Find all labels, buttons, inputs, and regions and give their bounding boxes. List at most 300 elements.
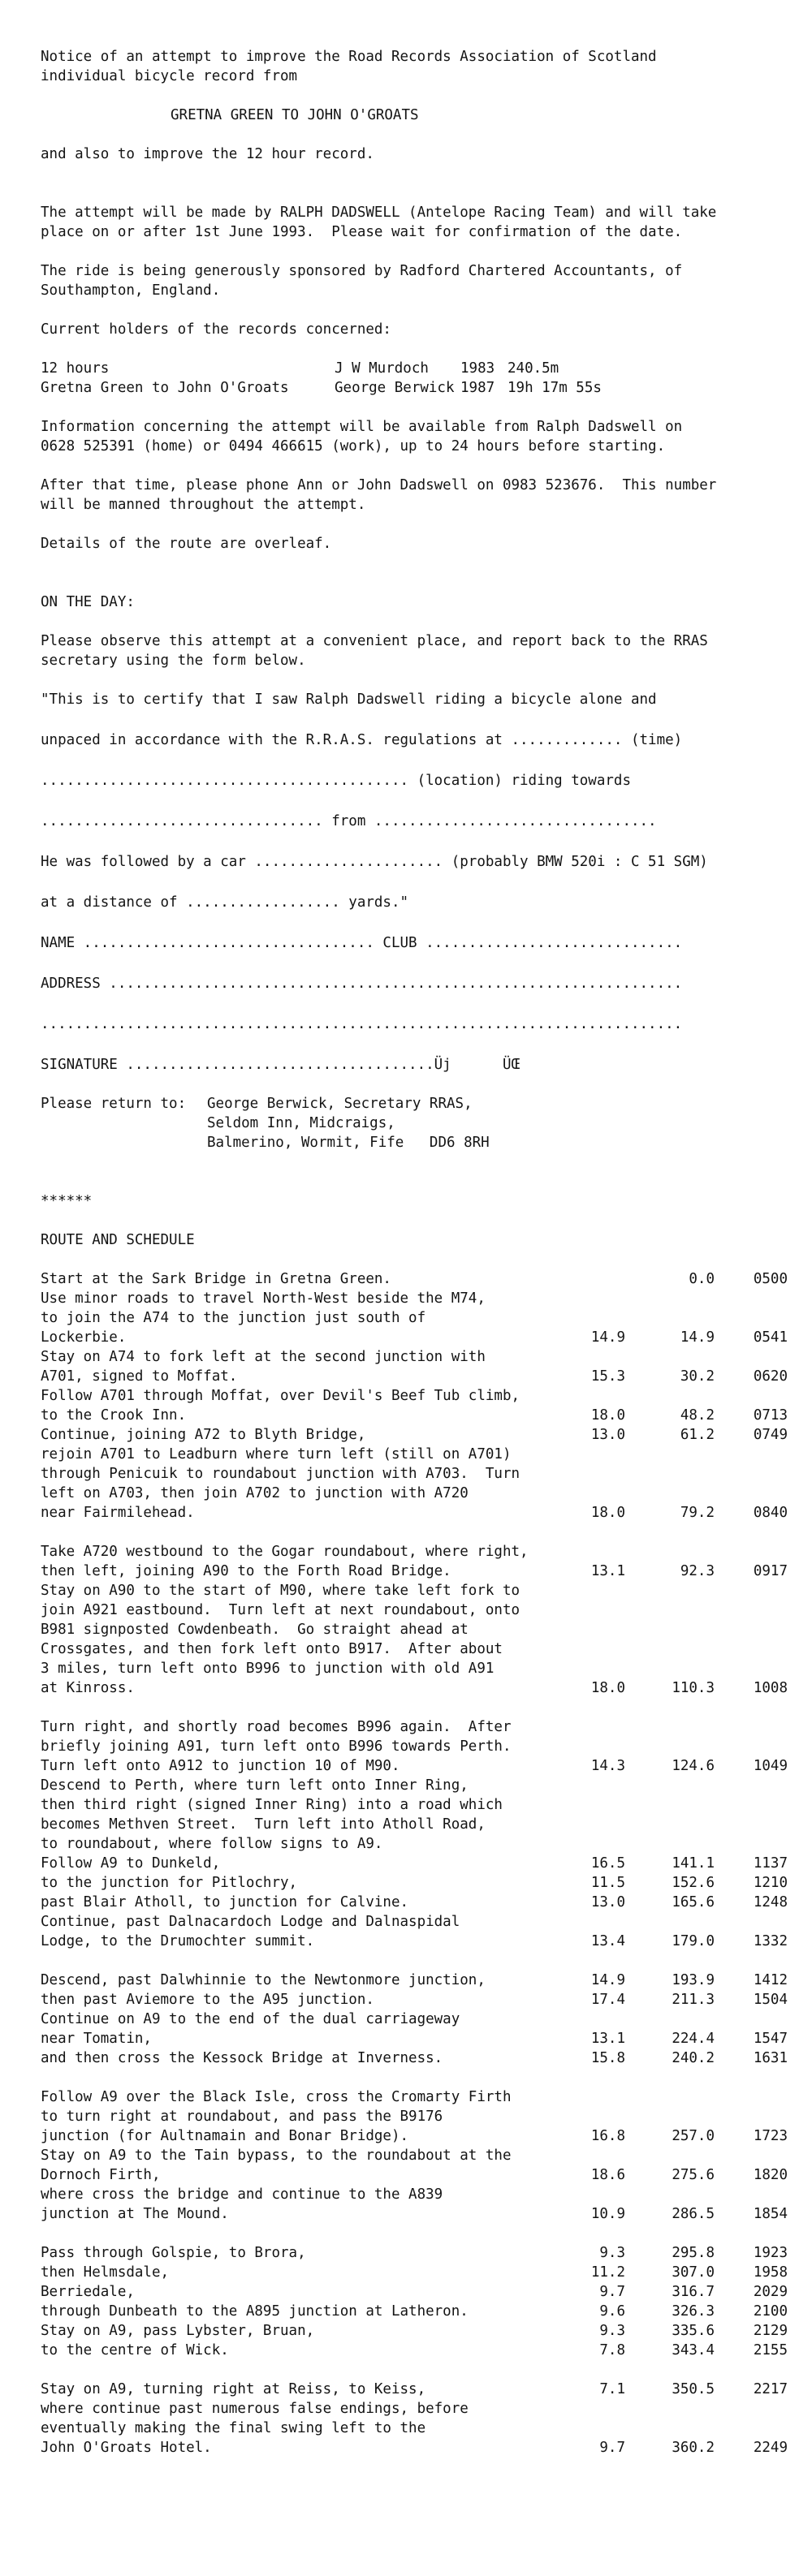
scheduled-time: 2155	[753, 2342, 788, 2358]
total-miles: 30.2	[680, 1368, 715, 1385]
scheduled-time: 2129	[753, 2323, 788, 2339]
stage-miles	[568, 1776, 625, 1795]
stage-miles	[568, 1600, 625, 1620]
stage-miles	[568, 1445, 625, 1464]
stage-miles	[568, 2146, 625, 2165]
stage-miles	[568, 2087, 625, 2107]
total-miles: 275.6	[672, 2167, 715, 2183]
route-description: briefly joining A91, turn left onto B996 towards Perth.	[41, 1738, 512, 1755]
also-line: and also to improve the 12 hour record.	[41, 146, 374, 162]
scheduled-time: 1210	[753, 1875, 788, 1891]
total-miles	[625, 1542, 715, 1562]
route-description: Take A720 westbound to the Gogar roundabout, where right,	[41, 1544, 529, 1560]
route-description: Stay on A9, turning right at Reiss, to Keiss,	[41, 2381, 426, 2397]
record-year: 1983	[460, 360, 495, 377]
total-miles	[625, 2107, 715, 2126]
scheduled-time	[715, 1639, 788, 1659]
return-label: Please return to:	[41, 1096, 187, 1112]
route-description: near Tomatin,	[41, 2031, 152, 2047]
record-value: 19h 17m 55s	[508, 380, 602, 396]
scheduled-time	[715, 2087, 788, 2107]
route-row	[41, 1542, 788, 1562]
stage-miles	[568, 1659, 625, 1678]
route-description: join A921 eastbound. Turn left at next roundabout, onto	[41, 1602, 520, 1618]
total-miles: 179.0	[672, 1933, 715, 1949]
scheduled-time	[715, 1815, 788, 1834]
route-row	[41, 1815, 788, 1834]
route-row	[41, 2029, 788, 2048]
route-description: past Blair Atholl, to junction for Calvine.	[41, 1894, 409, 1910]
total-miles	[625, 1308, 715, 1328]
notice-section	[41, 47, 780, 554]
route-row	[41, 1386, 788, 1406]
route-row	[41, 1620, 788, 1639]
stage-miles: 15.8	[590, 2050, 625, 2066]
total-miles	[625, 1815, 715, 1834]
scheduled-time: 0500	[753, 1271, 788, 1287]
route-description: where continue past numerous false endings, before	[41, 2401, 469, 2417]
scheduled-time	[715, 1542, 788, 1562]
route-row	[41, 2263, 788, 2282]
stage-miles	[568, 1737, 625, 1756]
total-miles	[625, 2146, 715, 2165]
stage-miles: 9.6	[599, 2303, 625, 2320]
stage-miles: 11.2	[590, 2264, 625, 2281]
route-description: Continue on A9 to the end of the dual carriageway	[41, 2011, 460, 2027]
route-description: then Helmsdale,	[41, 2264, 170, 2281]
route-row	[41, 2107, 788, 2126]
notice-line: individual bicycle record from	[41, 68, 298, 84]
total-miles	[625, 1659, 715, 1678]
on-the-day-section	[41, 592, 780, 1152]
total-miles: 0.0	[689, 1271, 715, 1287]
scheduled-time	[715, 2010, 788, 2029]
return-line: George Berwick, Secretary RRAS,	[207, 1096, 473, 1112]
scheduled-time: 1248	[753, 1894, 788, 1910]
route-description: to turn right at roundabout, and pass the B9176	[41, 2109, 443, 2125]
route-group-separator	[41, 2224, 788, 2243]
scheduled-time: 1723	[753, 2128, 788, 2144]
certify-line: unpaced in accordance with the R.R.A.S. regulations at ............. (time)	[41, 732, 683, 748]
route-row	[41, 1932, 788, 1951]
address-field-continued: ...........................................................................	[41, 1016, 683, 1032]
route-row	[41, 1289, 788, 1308]
info-line: 0628 525391 (home) or 0494 466615 (work), up to 24 hours before starting.	[41, 438, 666, 454]
route-description: through Penicuik to roundabout junction with A703. Turn	[41, 1466, 520, 1482]
stage-miles: 10.9	[590, 2206, 625, 2222]
record-name: 12 hours	[41, 360, 110, 377]
route-title: GRETNA GREEN TO JOHN O'GROATS	[171, 107, 419, 123]
route-row	[41, 1776, 788, 1795]
route-row	[41, 1678, 788, 1698]
stage-miles: 13.1	[590, 1563, 625, 1579]
stage-miles: 14.9	[590, 1972, 625, 1988]
total-miles	[625, 1737, 715, 1756]
route-group-separator	[41, 2068, 788, 2087]
route-row	[41, 2438, 788, 2458]
route-row	[41, 1484, 788, 1503]
total-miles: 350.5	[672, 2381, 715, 2397]
stage-miles	[568, 1542, 625, 1562]
stage-miles	[568, 1815, 625, 1834]
route-row	[41, 1581, 788, 1600]
total-miles: 124.6	[672, 1758, 715, 1774]
certify-line: He was followed by a car ...................... (probably BMW 520i : C 51 SGM)	[41, 854, 708, 870]
scheduled-time	[715, 2185, 788, 2204]
route-description: Stay on A9, pass Lybster, Bruan,	[41, 2323, 315, 2339]
route-row	[41, 2399, 788, 2419]
route-description: Continue, past Dalnacardoch Lodge and Dalnaspidal	[41, 1914, 460, 1930]
scheduled-time	[715, 1484, 788, 1503]
route-row	[41, 2126, 788, 2146]
route-description: Lodge, to the Drumochter summit.	[41, 1933, 315, 1949]
route-row	[41, 2165, 788, 2185]
scheduled-time: 1631	[753, 2050, 788, 2066]
stage-miles: 18.6	[590, 2167, 625, 2183]
route-row	[41, 2146, 788, 2165]
total-miles: 224.4	[672, 2031, 715, 2047]
route-description: Follow A701 through Moffat, over Devil's Beef Tub climb,	[41, 1388, 520, 1404]
stage-miles: 11.5	[590, 1875, 625, 1891]
stage-miles	[568, 2107, 625, 2126]
total-miles: 326.3	[672, 2303, 715, 2320]
route-row	[41, 1717, 788, 1737]
route-row	[41, 1503, 788, 1523]
route-description: at Kinross.	[41, 1680, 135, 1696]
route-row	[41, 1834, 788, 1854]
route-description: John O'Groats Hotel.	[41, 2440, 212, 2456]
route-description: Dornoch Firth,	[41, 2167, 161, 2183]
scheduled-time	[715, 1464, 788, 1484]
return-address	[41, 1094, 490, 1152]
scheduled-time: 2100	[753, 2303, 788, 2320]
total-miles	[625, 1445, 715, 1464]
stage-miles: 9.7	[599, 2440, 625, 2456]
total-miles	[625, 2010, 715, 2029]
route-row	[41, 2243, 788, 2263]
route-row	[41, 1971, 788, 1990]
scheduled-time	[715, 1795, 788, 1815]
stage-miles: 17.4	[590, 1992, 625, 2008]
route-row	[41, 2341, 788, 2360]
route-description: Start at the Sark Bridge in Gretna Green.	[41, 1271, 391, 1287]
total-miles: 61.2	[680, 1427, 715, 1443]
route-description: Berriedale,	[41, 2284, 135, 2300]
certify-line: "This is to certify that I saw Ralph Dadswell riding a bicycle alone and	[41, 691, 657, 708]
stage-miles: 18.0	[590, 1680, 625, 1696]
route-description: then third right (signed Inner Ring) into a road which	[41, 1797, 503, 1813]
stage-miles: 18.0	[590, 1407, 625, 1424]
route-description: eventually making the final swing left to the	[41, 2420, 426, 2436]
route-row	[41, 1445, 788, 1464]
name-club-field: NAME .................................. CLUB ..............................	[41, 935, 683, 951]
signature-field: SIGNATURE ....................................Üj ÜŒ	[41, 1057, 520, 1073]
route-description: and then cross the Kessock Bridge at Inverness.	[41, 2050, 443, 2066]
return-line: Balmerino, Wormit, Fife DD6 8RH	[207, 1135, 490, 1151]
stage-miles: 14.9	[590, 1329, 625, 1346]
scheduled-time: 2249	[753, 2440, 788, 2456]
route-description: Lockerbie.	[41, 1329, 127, 1346]
route-description: where cross the bridge and continue to the A839	[41, 2186, 443, 2203]
total-miles: 211.3	[672, 1992, 715, 2008]
scheduled-time: 1958	[753, 2264, 788, 2281]
total-miles: 316.7	[672, 2284, 715, 2300]
route-row	[41, 1893, 788, 1912]
route-group-separator	[41, 1951, 788, 1971]
total-miles	[625, 1347, 715, 1367]
scheduled-time	[715, 1737, 788, 1756]
scheduled-time: 1923	[753, 2245, 788, 2261]
route-description: B981 signposted Cowdenbeath. Go straight ahead at	[41, 1622, 469, 1638]
scheduled-time	[715, 1834, 788, 1854]
route-description: rejoin A701 to Leadburn where turn left (still on A701)	[41, 1446, 512, 1462]
route-description: 3 miles, turn left onto B996 to junction with old A91	[41, 1661, 495, 1677]
route-row	[41, 1756, 788, 1776]
observe-line: secretary using the form below.	[41, 653, 306, 669]
total-miles: 360.2	[672, 2440, 715, 2456]
scheduled-time	[715, 1600, 788, 1620]
certify-line: ................................. from .................................	[41, 813, 657, 829]
route-description: becomes Methven Street. Turn left into Atholl Road,	[41, 1816, 486, 1833]
route-description: junction (for Aultnamain and Bonar Bridge).	[41, 2128, 409, 2144]
route-description: Descend, past Dalwhinnie to the Newtonmore junction,	[41, 1972, 486, 1988]
total-miles	[625, 1484, 715, 1503]
total-miles	[625, 1600, 715, 1620]
total-miles: 92.3	[680, 1563, 715, 1579]
scheduled-time: 1504	[753, 1992, 788, 2008]
route-description: to join the A74 to the junction just south of	[41, 1310, 426, 1326]
route-description: to roundabout, where follow signs to A9.	[41, 1836, 383, 1852]
route-description: Pass through Golspie, to Brora,	[41, 2245, 306, 2261]
stage-miles: 7.8	[599, 2342, 625, 2358]
stage-miles: 15.3	[590, 1368, 625, 1385]
scheduled-time: 1854	[753, 2206, 788, 2222]
route-description: Stay on A9 to the Tain bypass, to the roundabout at the	[41, 2147, 512, 2164]
scheduled-time	[715, 2107, 788, 2126]
route-row	[41, 1464, 788, 1484]
route-row	[41, 2048, 788, 2068]
total-miles	[625, 1639, 715, 1659]
route-description: near Fairmilehead.	[41, 1505, 195, 1521]
scheduled-time: 0749	[753, 1427, 788, 1443]
route-row	[41, 1990, 788, 2010]
stage-miles	[568, 1308, 625, 1328]
route-row	[41, 1308, 788, 1328]
total-miles	[625, 2419, 715, 2438]
route-description: to the Crook Inn.	[41, 1407, 187, 1424]
record-holder: J W Murdoch	[335, 360, 429, 377]
stage-miles	[568, 1269, 625, 1289]
after-line: After that time, please phone Ann or John Dadswell on 0983 523676. This number	[41, 477, 717, 493]
route-row	[41, 1425, 788, 1445]
route-group-separator	[41, 2360, 788, 2380]
route-group-separator	[41, 1698, 788, 1717]
route-description: Turn left onto A912 to junction 10 of M90.	[41, 1758, 400, 1774]
scheduled-time: 0840	[753, 1505, 788, 1521]
scheduled-time: 1008	[753, 1680, 788, 1696]
scheduled-time	[715, 1776, 788, 1795]
route-row	[41, 1347, 788, 1367]
stage-miles	[568, 1639, 625, 1659]
stage-miles	[568, 1347, 625, 1367]
route-description: Turn right, and shortly road becomes B996 again. After	[41, 1719, 512, 1735]
scheduled-time: 0917	[753, 1563, 788, 1579]
notice-line: Notice of an attempt to improve the Road Records Association of Scotland	[41, 49, 657, 65]
scheduled-time: 1137	[753, 1855, 788, 1872]
total-miles	[625, 1776, 715, 1795]
stage-miles: 18.0	[590, 1505, 625, 1521]
stage-miles	[568, 1289, 625, 1308]
stage-miles	[568, 2399, 625, 2419]
route-description: Continue, joining A72 to Blyth Bridge,	[41, 1427, 366, 1443]
scheduled-time: 0541	[753, 1329, 788, 1346]
holders-heading: Current holders of the records concerned:	[41, 321, 391, 338]
details-line: Details of the route are overleaf.	[41, 536, 332, 552]
total-miles: 152.6	[672, 1875, 715, 1891]
route-description: Crossgates, and then fork left onto B917. After about	[41, 1641, 503, 1657]
stage-miles: 13.0	[590, 1894, 625, 1910]
stage-miles	[568, 2010, 625, 2029]
stage-miles	[568, 1795, 625, 1815]
route-section	[41, 1230, 788, 2458]
route-description: A701, signed to Moffat.	[41, 1368, 238, 1385]
record-holder: George Berwick	[335, 380, 455, 396]
total-miles	[625, 1912, 715, 1932]
records-table	[41, 359, 602, 398]
total-miles	[625, 1620, 715, 1639]
total-miles	[625, 1717, 715, 1737]
stage-miles: 9.3	[599, 2323, 625, 2339]
scheduled-time	[715, 2146, 788, 2165]
stage-miles: 9.7	[599, 2284, 625, 2300]
total-miles: 286.5	[672, 2206, 715, 2222]
total-miles: 335.6	[672, 2323, 715, 2339]
total-miles	[625, 2185, 715, 2204]
route-schedule-table	[41, 1269, 788, 2458]
sponsor-line: Southampton, England.	[41, 282, 221, 299]
total-miles: 295.8	[672, 2245, 715, 2261]
scheduled-time: 0620	[753, 1368, 788, 1385]
scheduled-time: 1412	[753, 1972, 788, 1988]
route-row	[41, 1367, 788, 1386]
route-row	[41, 1873, 788, 1893]
route-description: Stay on A74 to fork left at the second junction with	[41, 1349, 486, 1365]
scheduled-time	[715, 1717, 788, 1737]
total-miles: 79.2	[680, 1505, 715, 1521]
stage-miles: 13.1	[590, 2031, 625, 2047]
scheduled-time	[715, 1581, 788, 1600]
scheduled-time: 1547	[753, 2031, 788, 2047]
stage-miles	[568, 2185, 625, 2204]
return-line: Seldom Inn, Midcraigs,	[207, 1115, 395, 1131]
scheduled-time: 1332	[753, 1933, 788, 1949]
total-miles: 165.6	[672, 1894, 715, 1910]
route-row	[41, 2321, 788, 2341]
scheduled-time: 1820	[753, 2167, 788, 2183]
section-divider-stars: ******	[41, 1193, 93, 1209]
observe-line: Please observe this attempt at a convenient place, and report back to the RRAS	[41, 633, 708, 649]
route-description: then left, joining A90 to the Forth Road Bridge.	[41, 1563, 451, 1579]
record-row	[41, 378, 602, 398]
record-row	[41, 359, 602, 378]
stage-miles	[568, 1464, 625, 1484]
record-value: 240.5m	[508, 360, 559, 377]
scheduled-time	[715, 1620, 788, 1639]
route-row	[41, 1639, 788, 1659]
record-name: Gretna Green to John O'Groats	[41, 380, 289, 396]
stage-miles	[568, 1581, 625, 1600]
route-row	[41, 2302, 788, 2321]
route-row	[41, 1912, 788, 1932]
total-miles: 257.0	[672, 2128, 715, 2144]
route-description: Use minor roads to travel North-West beside the M74,	[41, 1290, 486, 1307]
route-row	[41, 1406, 788, 1425]
route-row	[41, 2419, 788, 2438]
stage-miles: 14.3	[590, 1758, 625, 1774]
scheduled-time: 0713	[753, 1407, 788, 1424]
route-description: to the junction for Pitlochry,	[41, 1875, 298, 1891]
stage-miles: 13.4	[590, 1933, 625, 1949]
address-field: ADDRESS ...................................................................	[41, 976, 683, 992]
route-description: junction at The Mound.	[41, 2206, 229, 2222]
stage-miles	[568, 1484, 625, 1503]
route-row	[41, 1269, 788, 1289]
scheduled-time: 1049	[753, 1758, 788, 1774]
total-miles	[625, 1386, 715, 1406]
total-miles: 240.2	[672, 2050, 715, 2066]
certify-line: at a distance of .................. yards."	[41, 894, 409, 911]
route-row	[41, 1737, 788, 1756]
scheduled-time	[715, 1386, 788, 1406]
attempt-line: The attempt will be made by RALPH DADSWELL (Antelope Racing Team) and will take	[41, 205, 717, 221]
route-row	[41, 1659, 788, 1678]
scheduled-time	[715, 1912, 788, 1932]
scheduled-time	[715, 1308, 788, 1328]
total-miles	[625, 1289, 715, 1308]
route-description: left on A703, then join A702 to junction with A720	[41, 1485, 469, 1501]
total-miles	[625, 1581, 715, 1600]
route-row	[41, 2204, 788, 2224]
route-group-separator	[41, 1523, 788, 1542]
certify-line: ........................................... (location) riding towards	[41, 773, 631, 789]
route-row	[41, 1600, 788, 1620]
stage-miles	[568, 1620, 625, 1639]
route-row	[41, 2380, 788, 2399]
after-line: will be manned throughout the attempt.	[41, 497, 366, 513]
route-heading: ROUTE AND SCHEDULE	[41, 1232, 195, 1248]
route-description: Stay on A90 to the start of M90, where take left fork to	[41, 1583, 520, 1599]
total-miles: 141.1	[672, 1855, 715, 1872]
total-miles: 193.9	[672, 1972, 715, 1988]
scheduled-time: 2029	[753, 2284, 788, 2300]
route-row	[41, 2010, 788, 2029]
stage-miles: 16.5	[590, 1855, 625, 1872]
route-row	[41, 1795, 788, 1815]
scheduled-time: 2217	[753, 2381, 788, 2397]
route-description: then past Aviemore to the A95 junction.	[41, 1992, 374, 2008]
route-description: Descend to Perth, where turn left onto Inner Ring,	[41, 1777, 469, 1794]
record-year: 1987	[460, 380, 495, 396]
total-miles	[625, 1834, 715, 1854]
route-row	[41, 1328, 788, 1347]
stage-miles	[568, 1834, 625, 1854]
stage-miles: 13.0	[590, 1427, 625, 1443]
info-line: Information concerning the attempt will be available from Ralph Dadswell on	[41, 419, 683, 435]
total-miles: 343.4	[672, 2342, 715, 2358]
scheduled-time	[715, 1347, 788, 1367]
stage-miles: 7.1	[599, 2381, 625, 2397]
route-description: through Dunbeath to the A895 junction at Latheron.	[41, 2303, 469, 2320]
